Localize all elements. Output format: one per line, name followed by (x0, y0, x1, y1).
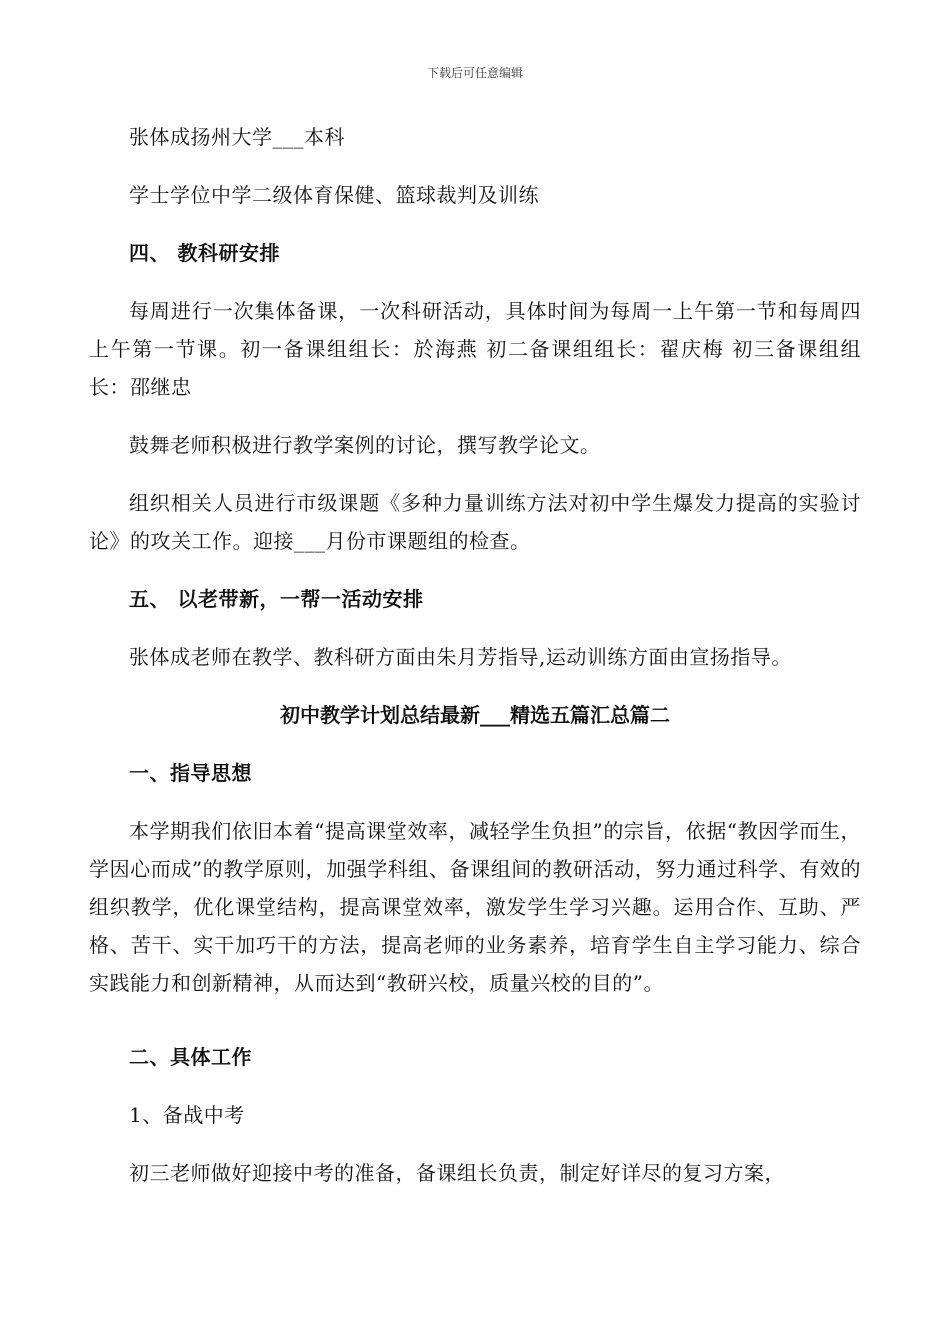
section-heading-mentoring: 五、 以老带新，一帮一活动安排 (129, 587, 424, 611)
paragraph-guiding-thought: 本学期我们依旧本着“提高课堂效率，减轻学生负担”的宗旨，依据“教因学而生，学因心而成”的教学原则，加强学科组、备课组间的教研活动，努力通过科学、有效的组织教学，优化课堂结构，提高课堂效率，激发学生学习兴趣。运用合作、互助、严格、苦干、实干加巧干的方法，提高老师的业务素养，培育学生自主学习能力、综合实践能力和创新精神，从而达到“教研兴校，质量兴校的目的”。 (89, 819, 861, 995)
paragraph-research-project: 组织相关人员进行市级课题《多种力量训练方法对初中学生爆发力提高的实验讨论》的攻关工作。迎接___月份市课题组的检查。 (89, 491, 861, 553)
paragraph-mentoring: 张体成老师在教学、教科研方面由朱月芳指导,运动训练方面由宣扬指导。 (129, 645, 792, 669)
paragraph-research-schedule: 每周进行一次集体备课，一次科研活动，具体时间为每周一上午第一节和每周四上午第一节课。初一备课组组长：於海燕 初二备课组组长：翟庆梅 初三备课组组长：邵继忠 (89, 299, 861, 399)
page-header-note: 下载后可任意编辑 (426, 66, 523, 80)
paragraph-encourage-teachers: 鼓舞老师积极进行教学案例的讨论，撰写教学论文。 (129, 433, 601, 457)
paragraph-exam-prep: 初三老师做好迎接中考的准备，备课组长负责，制定好详尽的复习方案， (129, 1161, 785, 1185)
document-title-part-two: 初中教学计划总结最新___精选五篇汇总篇二 (280, 703, 670, 727)
paragraph-staff-info: 张体成扬州大学___本科 (129, 125, 345, 149)
section-heading-specific-work: 二、具体工作 (129, 1045, 252, 1069)
section-heading-research: 四、 教科研安排 (129, 241, 280, 265)
section-heading-guiding-thought: 一、指导思想 (129, 761, 252, 785)
paragraph-staff-degree: 学士学位中学二级体育保健、篮球裁判及训练 (129, 183, 539, 207)
paragraph-exam-prep-label: 1、备战中考 (129, 1103, 245, 1127)
document-body (89, 118, 861, 1212)
